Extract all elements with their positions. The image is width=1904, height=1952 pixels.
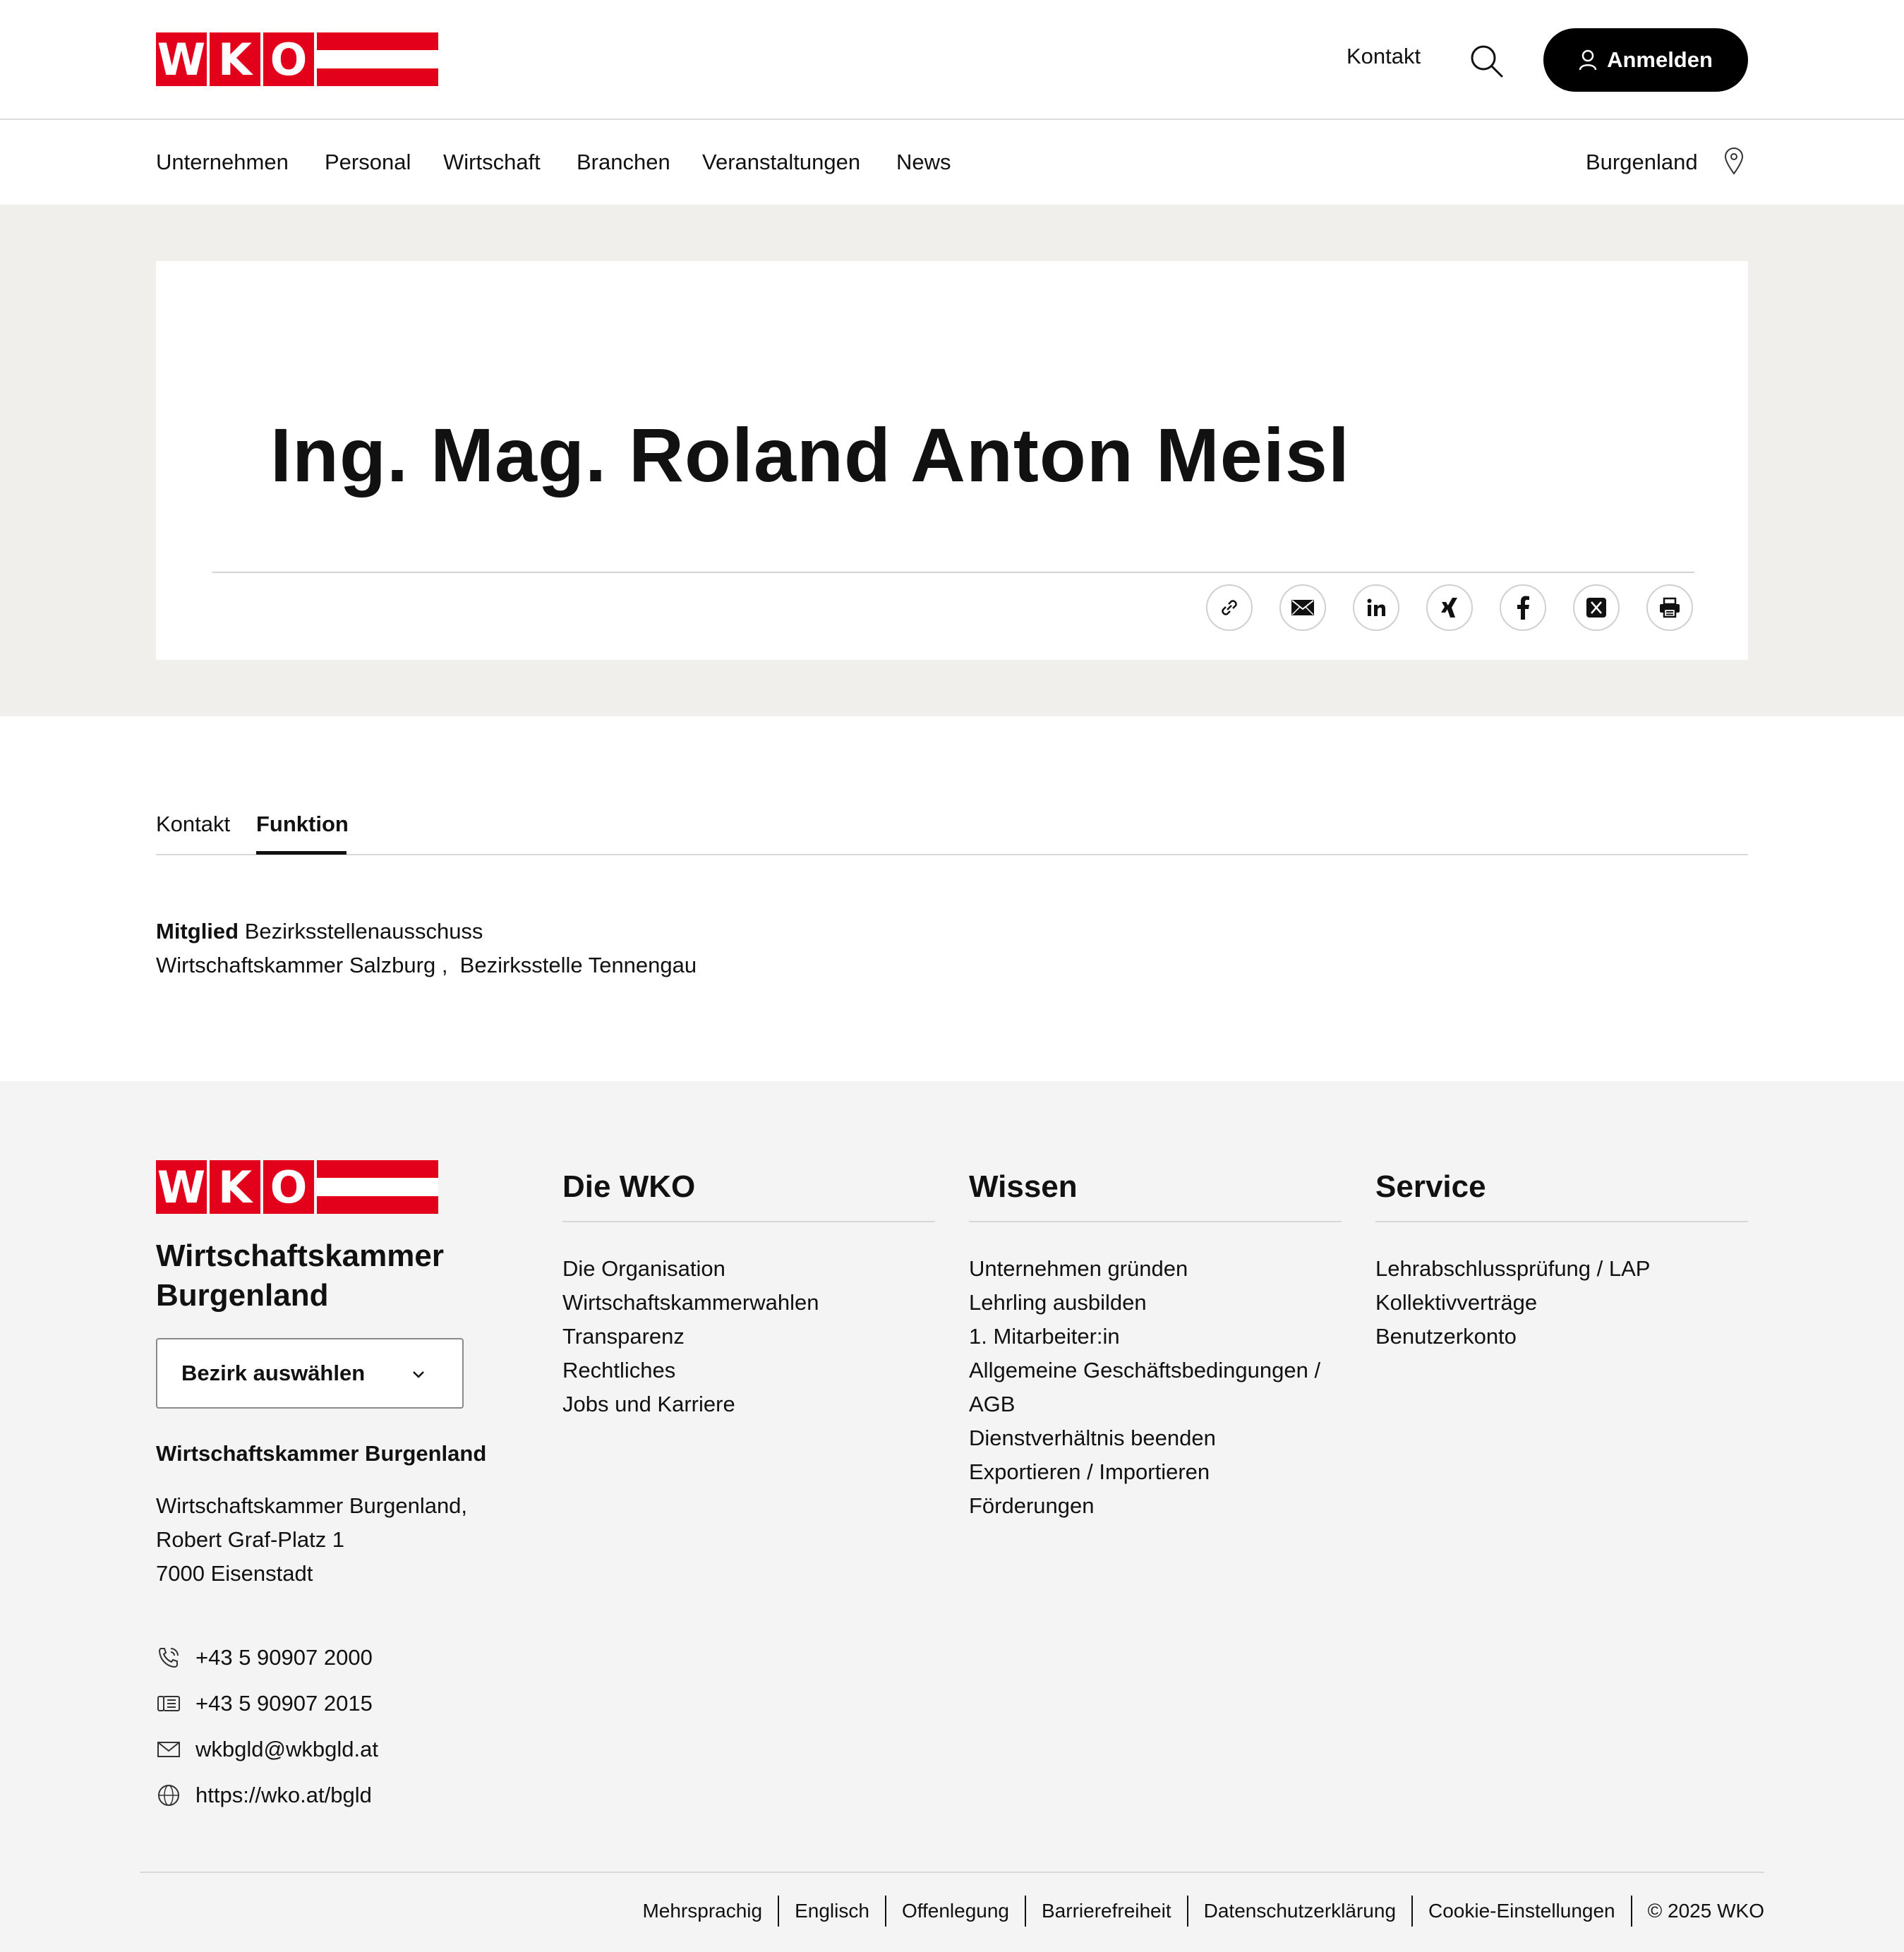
logo-letter-o: O	[263, 1160, 314, 1214]
main-navigation	[0, 121, 1904, 205]
district-select[interactable]	[156, 1338, 464, 1409]
email-link[interactable]: wkbgld@wkbgld.at	[195, 1736, 378, 1761]
org-name-line1: Wirtschaftskammer	[156, 1239, 444, 1273]
facebook-icon[interactable]	[1500, 584, 1546, 631]
footer-link[interactable]: Die Organisation	[562, 1256, 725, 1281]
header-contact-link[interactable]: Kontakt	[1346, 44, 1421, 68]
footer-wko-logo[interactable]	[156, 1160, 438, 1214]
nav-item-unternehmen[interactable]: Unternehmen	[156, 150, 289, 174]
austrian-flag-icon	[317, 1160, 438, 1214]
contact-fax	[156, 1680, 378, 1726]
footer-link[interactable]: Lehrling ausbilden	[969, 1290, 1147, 1315]
footer-column-title: Wissen	[969, 1160, 1342, 1222]
nav-item-branchen[interactable]: Branchen	[577, 150, 670, 174]
footer-link[interactable]: 1. Mitarbeiter:in	[969, 1324, 1120, 1349]
site-header	[0, 0, 1904, 120]
user-icon	[1579, 49, 1597, 71]
address-heading: Wirtschaftskammer Burgenland	[156, 1441, 487, 1466]
footer-link[interactable]: Unternehmen gründen	[969, 1256, 1188, 1281]
nav-item-personal[interactable]: Personal	[325, 150, 411, 174]
tab-kontakt[interactable]: Kontakt	[156, 812, 231, 836]
nav-item-wirtschaft[interactable]: Wirtschaft	[443, 150, 541, 174]
login-button[interactable]	[1543, 28, 1748, 92]
footer-link[interactable]: Förderungen	[969, 1493, 1095, 1518]
function-entry	[156, 915, 697, 982]
bottom-link-cookie-settings[interactable]: Cookie-Einstellungen	[1413, 1896, 1632, 1927]
contact-list	[156, 1634, 378, 1818]
bottom-link-barrierefreiheit[interactable]: Barrierefreiheit	[1026, 1896, 1188, 1927]
linkedin-icon[interactable]	[1353, 584, 1399, 631]
copyright: © 2025 WKO	[1647, 1900, 1764, 1922]
divider	[212, 572, 1694, 573]
tab-funktion[interactable]: Funktion	[256, 812, 349, 836]
contact-phone	[156, 1634, 378, 1680]
fax-number[interactable]: +43 5 90907 2015	[195, 1690, 373, 1716]
address-line: Wirtschaftskammer Burgenland,	[156, 1493, 468, 1518]
login-label: Anmelden	[1607, 47, 1713, 72]
footer-org-name	[156, 1236, 509, 1315]
x-twitter-icon[interactable]	[1573, 584, 1620, 631]
function-organization: Wirtschaftskammer Salzburg , Bezirksstelle Tennengau	[156, 953, 697, 977]
district-select-label: Bezirk auswählen	[181, 1361, 366, 1385]
logo-letter-k: K	[210, 32, 260, 86]
footer-link[interactable]: Dienstverhältnis beenden	[969, 1426, 1216, 1450]
logo-letter-w: W	[157, 1161, 206, 1213]
footer-link[interactable]: Transparenz	[562, 1324, 685, 1349]
footer-column-die-wko	[562, 1160, 935, 1421]
contact-web	[156, 1772, 378, 1818]
footer-column-service	[1375, 1160, 1748, 1354]
austrian-flag-icon	[317, 32, 438, 86]
chevron-down-icon	[409, 1365, 428, 1385]
function-body: Bezirksstellenausschuss	[244, 919, 483, 944]
nav-item-veranstaltungen[interactable]: Veranstaltungen	[702, 150, 861, 174]
footer-bottom-links	[627, 1896, 1764, 1927]
footer-link[interactable]: Jobs und Karriere	[562, 1392, 735, 1416]
phone-icon	[156, 1645, 181, 1670]
footer-link[interactable]: Allgemeine Geschäftsbedingungen /	[969, 1358, 1321, 1382]
tab-bar	[156, 805, 1748, 855]
logo-letter-o: O	[263, 32, 314, 86]
logo-letter-w: W	[157, 33, 206, 85]
email-icon	[156, 1737, 181, 1762]
bottom-link-mehrsprachig[interactable]: Mehrsprachig	[627, 1896, 779, 1927]
footer-link[interactable]: Benutzerkonto	[1375, 1324, 1517, 1349]
person-card	[156, 261, 1748, 660]
footer-column-title: Service	[1375, 1160, 1748, 1222]
footer-link[interactable]: Lehrabschlussprüfung / LAP	[1375, 1256, 1651, 1281]
active-tab-indicator	[256, 851, 347, 855]
phone-number[interactable]: +43 5 90907 2000	[195, 1644, 373, 1670]
footer-column-title: Die WKO	[562, 1160, 935, 1222]
print-icon[interactable]	[1646, 584, 1693, 631]
page-title: Ing. Mag. Roland Anton Meisl	[270, 412, 1350, 498]
region-selector[interactable]: Burgenland	[1586, 150, 1698, 174]
xing-icon[interactable]	[1426, 584, 1473, 631]
bottom-link-offenlegung[interactable]: Offenlegung	[886, 1896, 1026, 1927]
wko-logo[interactable]	[156, 32, 438, 86]
footer-link[interactable]: Wirtschaftskammerwahlen	[562, 1290, 819, 1315]
nav-item-news[interactable]: News	[896, 150, 951, 174]
link-icon[interactable]	[1206, 584, 1253, 631]
site-footer	[0, 1081, 1904, 1952]
website-link[interactable]: https://wko.at/bgld	[195, 1782, 372, 1807]
fax-icon	[156, 1691, 181, 1716]
hero-section	[0, 205, 1904, 716]
footer-link[interactable]: Exportieren / Importieren	[969, 1459, 1210, 1484]
logo-letter-k: K	[210, 1160, 260, 1214]
location-pin-icon[interactable]	[1723, 147, 1745, 175]
share-toolbar	[1206, 584, 1693, 631]
org-name-line2: Burgenland	[156, 1278, 329, 1313]
address-block	[156, 1489, 467, 1591]
footer-column-wissen	[969, 1160, 1342, 1523]
contact-email	[156, 1726, 378, 1772]
address-line: Robert Graf-Platz 1	[156, 1527, 345, 1552]
function-role: Mitglied	[156, 919, 239, 944]
globe-icon	[156, 1783, 181, 1808]
footer-divider	[140, 1872, 1764, 1873]
footer-link[interactable]: AGB	[969, 1392, 1016, 1416]
bottom-link-englisch[interactable]: Englisch	[779, 1896, 886, 1927]
search-icon[interactable]	[1469, 44, 1503, 78]
footer-link[interactable]: Rechtliches	[562, 1358, 676, 1382]
bottom-link-datenschutz[interactable]: Datenschutzerklärung	[1188, 1896, 1413, 1927]
footer-link[interactable]: Kollektivverträge	[1375, 1290, 1538, 1315]
email-icon[interactable]	[1279, 584, 1326, 631]
address-line: 7000 Eisenstadt	[156, 1561, 313, 1586]
